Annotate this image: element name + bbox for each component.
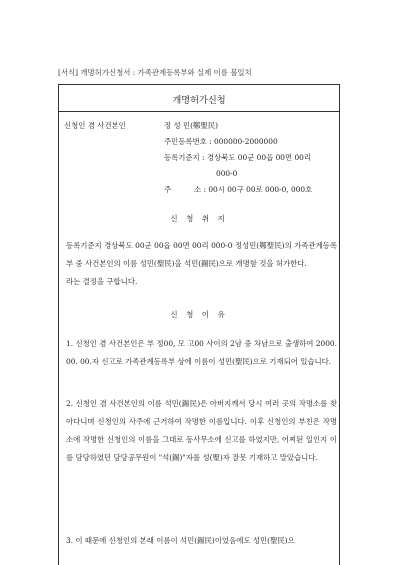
purpose-text: 등록기준지 경상북도 00군 00읍 00면 00리 000-0 정성민(鄭聖民)의 가족관계등록부 중 사건본인의 이름 성민(聖民)을 석민(錫民)으로 개명함 것을 허가한다. 라는 결정을 구합니다.	[66, 241, 337, 286]
reasons-heading: 신 청 이 유	[170, 310, 228, 319]
application-form	[58, 84, 340, 565]
document-title: 개명허가신청	[172, 95, 226, 106]
title-divider	[59, 111, 339, 112]
applicant-id-number: 주민등록번호 : 000000-2000000	[164, 137, 278, 146]
purpose-heading: 신 청 취 지	[170, 214, 228, 223]
registry-address-line2: 000-0	[216, 169, 238, 178]
reason-item: 1. 신청인 겸 사건본인은 부 정00, 모 고00 사이의 2남 중 차남으로 출생하여 2000. 00. 00.자 신고로 가족관계등록부 상에 이름이 성민(聖民)으로 기재되어 있습니다.	[66, 339, 337, 366]
address-label: 주	[164, 185, 172, 194]
form-caption: [서식] 개명허가신청서 : 가족관계등록부와 실제 이름 불일치	[58, 68, 252, 77]
registry-address-line1: 등록기준지 : 경상북도 00군 00읍 00면 00리	[164, 153, 312, 162]
address-value: 소 : 00시 00구 00로 000-0, 000호	[194, 185, 313, 194]
applicant-role-label: 신청인 겸 사건본인	[64, 121, 126, 130]
reason-item: 3. 이 때문에 신청인의 본래 이름이 석민(錫民)이었음에도 성민(聖民)으	[66, 536, 295, 545]
applicant-name: 정 성 민(鄭聖民)	[164, 121, 219, 130]
reason-item: 2. 신청인 겸 사건본인의 이름 석민(錫民)은 아버지께서 당시 여러 곳의 작명소를 찾아다니며 신청인의 사주에 근거하여 작명한 이름입니다. 이후 신청인의 부친은 작명소에 작명한 신청인의 이름을 그대로 동사무소에 신고를 하였지만, 어찌된 일인지 이를 담당하였던 담당공무원이 "석(錫)"자를 성(聖)자 잘못 기재하고 말았습니다.	[66, 399, 337, 462]
